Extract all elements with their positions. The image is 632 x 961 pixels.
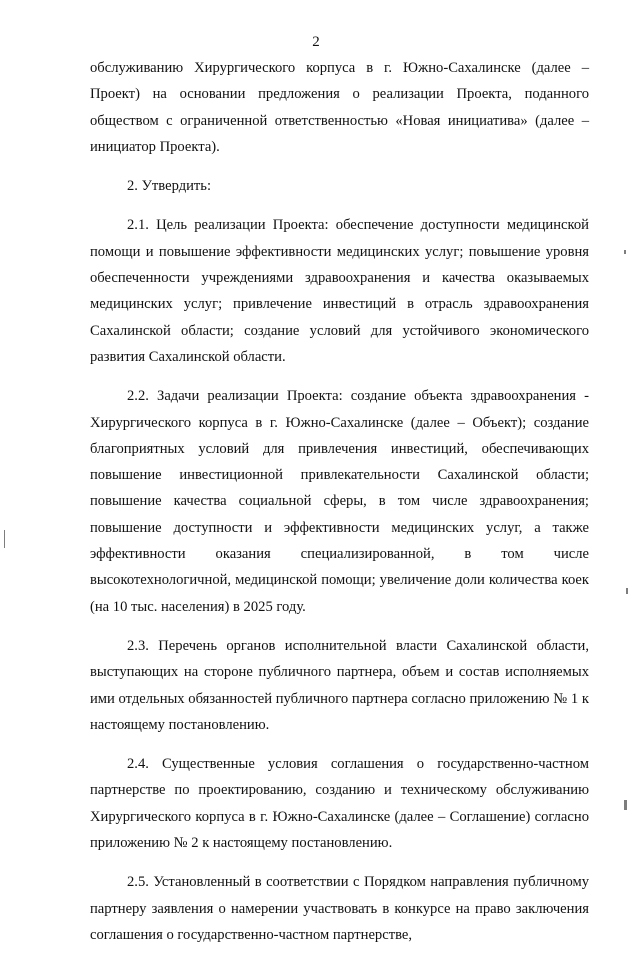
scan-artifact-left xyxy=(4,530,5,548)
paragraph-2-3-authorities: 2.3. Перечень органов исполнительной власти Сахалинской области, выступающих на стороне публичного партнера, объем и состав исполняемых ими отдельных обязанностей публичного партнера согласно приложению № 1 к настоящему постановлению. xyxy=(90,637,589,733)
paragraph-2-2-tasks: 2.2. Задачи реализации Проекта: создание объекта здравоохранения - Хирургического корпуса в г. Южно-Сахалинске (далее – Объект); создание благоприятных условий для привлечения инвестиций, обеспечивающих повышение инвестиционной привлекательности Сахалинской области; повышение качества социальной сферы, в том числе здравоохранения; повышение доступности и эффективности медицинских услуг, а также эффективности оказания специализированной, в том числе высокотехнологичной, медицинской помощи; увеличение доли количества коек (на 10 тыс. населения) в 2025 году. xyxy=(90,388,589,615)
page-number: 2 xyxy=(312,34,320,50)
paragraph-2-1-goal: 2.1. Цель реализации Проекта: обеспечение доступности медицинской помощи и повышение эффективности медицинских услуг; повышение уровня обеспеченности учреждениями здравоохранения и качества оказываемых медицинских услуг; привлечение инвестиций в отрасль здравоохранения Сахалинской области; создание условий для устойчивого экономического развития Сахалинской области. xyxy=(90,217,589,365)
paragraph-2-5-procedure: 2.5. Установленный в соответствии с Порядком направления публичному партнеру заявления о намерении участвовать в конкурсе на право заключения соглашения о государственно-частном партнерстве, xyxy=(90,874,589,943)
scan-artifact-right-top xyxy=(624,250,626,254)
paragraph-2-4-conditions: 2.4. Существенные условия соглашения о государственно-частном партнерстве по проектированию, созданию и техническому обслуживанию Хирургического корпуса в г. Южно-Сахалинске (далее – Соглашение) согласно приложению № 2 к настоящему постановлению. xyxy=(90,756,589,852)
document-body xyxy=(90,55,589,961)
scan-artifact-right-bottom xyxy=(624,800,627,810)
scan-artifact-right-middle xyxy=(626,588,628,594)
paragraph-approve: 2. Утвердить: xyxy=(127,178,212,195)
paragraph-project-basis: обслуживанию Хирургического корпуса в г. Южно-Сахалинске (далее – Проект) на основании предложения о реализации Проекта, поданного обществом с ограниченной ответственностью «Новая инициатива» (далее – инициатор Проекта). xyxy=(90,60,589,155)
